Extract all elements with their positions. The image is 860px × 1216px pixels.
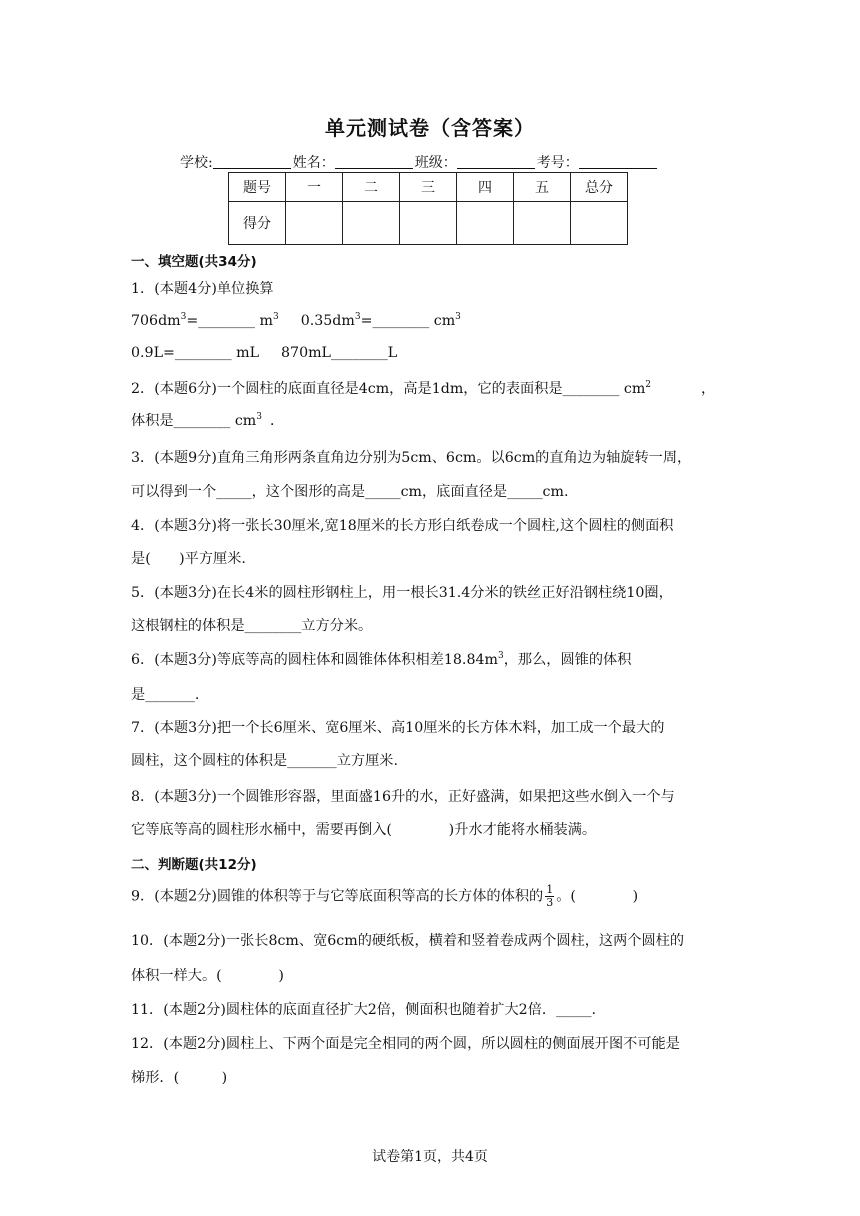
q2-volume-end: ． (269, 413, 285, 429)
table-cell: 四 (457, 173, 514, 202)
section-title-true-false: 二、判断题(共12分) (131, 857, 257, 873)
question-4-line-2: 是( )平方厘米. (131, 551, 246, 567)
question-2-line-2 (131, 410, 731, 430)
q1-a2-value: 0.35d (300, 313, 342, 329)
q1-b1: 0.9L=________ mL (131, 345, 260, 361)
score-table (228, 172, 628, 245)
q6-end: ，那么，圆锥的体积 (503, 652, 632, 668)
q1-a1-answer: =________ m (186, 313, 273, 329)
score-table-header-row (229, 173, 628, 202)
q2-sup: 2 (645, 380, 652, 390)
question-6-line-2: 是_______. (131, 687, 200, 703)
score-cell[interactable] (571, 202, 628, 245)
question-7-line-2: 圆柱，这个圆柱的体积是_______立方厘米. (131, 753, 398, 769)
class-blank[interactable] (457, 154, 535, 169)
q1-b2: 870mL________L (281, 345, 398, 361)
q6-text: 6．(本题3分)等底等高的圆柱体和圆锥体体积相差18.84m (131, 652, 498, 668)
question-3-line-2: 可以得到一个_____，这个图形的高是_____cm，底面直径是_____cm. (131, 484, 569, 500)
question-5-line-1: 5．(本题3分)在长4米的圆柱形钢柱上，用一根长31.4分米的铁丝正好沿钢柱绕10圈， (131, 585, 673, 601)
table-cell: 三 (400, 173, 457, 202)
table-cell: 总分 (571, 173, 628, 202)
q2-volume-text: 体积是________ cm (131, 413, 257, 429)
question-10-line-2: 体积一样大。( ) (131, 968, 284, 984)
exam-number-label: 考号： (536, 155, 579, 171)
q2-text: 2．(本题6分)一个圆柱的底面直径是4cm，高是1dm，它的表面积是________ cm (131, 381, 646, 397)
score-cell[interactable] (400, 202, 457, 245)
page-title: 单元测试卷（含答案） (325, 116, 535, 140)
question-1-line-b (131, 345, 731, 361)
question-7-line-1: 7．(本题3分)把一个长6厘米、宽6厘米、高10厘米的长方体木料，加工成一个最大的 (131, 720, 665, 736)
name-label: 姓名： (292, 155, 335, 171)
table-cell: 得分 (229, 202, 286, 245)
q9-answer-bracket: 。( ) (556, 888, 639, 905)
fraction-numerator: 1 (546, 883, 554, 896)
q1-a1-answer-sup: 3 (272, 312, 279, 322)
question-9 (131, 884, 731, 909)
q1-a2-answer: =________ c (360, 313, 442, 329)
q1-a2-answer-unit: m (441, 313, 456, 329)
question-12-line-1: 12．(本题2分)圆柱上、下两个面是完全相同的两个圆，所以圆柱的侧面展开图不可能是 (131, 1036, 680, 1052)
school-blank[interactable] (213, 154, 291, 169)
question-3-line-1: 3．(本题9分)直角三角形两条直角边分别为5cm、6cm。以6cm的直角边为轴旋转一周， (131, 450, 692, 466)
table-cell: 一 (286, 173, 343, 202)
q1-a2-sup: 3 (354, 312, 361, 322)
q1-a2-answer-sup: 3 (455, 312, 461, 322)
question-12-line-2: 梯形．( ) (131, 1070, 228, 1086)
question-10-line-1: 10．(本题2分)一张长8cm、宽6cm的硬纸板，横着和竖着卷成两个圆柱，这两个圆柱的 (131, 933, 685, 949)
one-third-fraction (545, 884, 554, 909)
q6-sup: 3 (497, 651, 504, 661)
exam-number-blank[interactable] (579, 154, 657, 169)
question-2-line-1 (131, 378, 731, 398)
q1-a1-value: 706d (131, 313, 168, 329)
q2-volume-sup: 3 (256, 412, 262, 422)
score-cell[interactable] (343, 202, 400, 245)
name-blank[interactable] (335, 154, 413, 169)
student-info-line (180, 152, 700, 172)
score-cell[interactable] (514, 202, 571, 245)
question-5-line-2: 这根钢柱的体积是________立方分米。 (131, 618, 373, 634)
q9-text: 9．(本题2分)圆锥的体积等于与它等底面积等高的长方体的体积的 (131, 888, 544, 905)
q1-a1-sup: 3 (180, 312, 187, 322)
table-cell: 二 (343, 173, 400, 202)
q2-end: ， (701, 381, 716, 397)
section-title-fill-in: 一、填空题(共34分) (131, 254, 257, 270)
class-label: 班级： (414, 155, 457, 171)
score-table-score-row (229, 202, 628, 245)
question-8-line-1: 8．(本题3分)一个圆锥形容器，里面盛16升的水，正好盛满，如果把这些水倒入一个与 (131, 789, 675, 805)
page-footer: 试卷第1页，共4页 (372, 1149, 488, 1165)
fraction-denominator: 3 (546, 896, 554, 909)
question-11: 11．(本题2分)圆柱体的底面直径扩大2倍，侧面积也随着扩大2倍．_____. (131, 1002, 597, 1018)
question-6-line-1 (131, 649, 731, 669)
school-label: 学校: (180, 155, 213, 171)
question-1-stem: 1．(本题4分)单位换算 (131, 281, 274, 297)
table-cell: 题号 (229, 173, 286, 202)
question-1-line-a (131, 313, 731, 329)
score-cell[interactable] (457, 202, 514, 245)
table-cell: 五 (514, 173, 571, 202)
q1-a1-unit: m (167, 313, 181, 329)
question-8-line-2: 它等底等高的圆柱形水桶中，需要再倒入( )升水才能将水桶装满。 (131, 822, 597, 838)
q1-a2-unit: m (341, 313, 355, 329)
question-4-line-1: 4．(本题3分)将一张长30厘米,宽18厘米的长方形白纸卷成一个圆柱,这个圆柱的侧面积 (131, 518, 674, 534)
score-cell[interactable] (286, 202, 343, 245)
